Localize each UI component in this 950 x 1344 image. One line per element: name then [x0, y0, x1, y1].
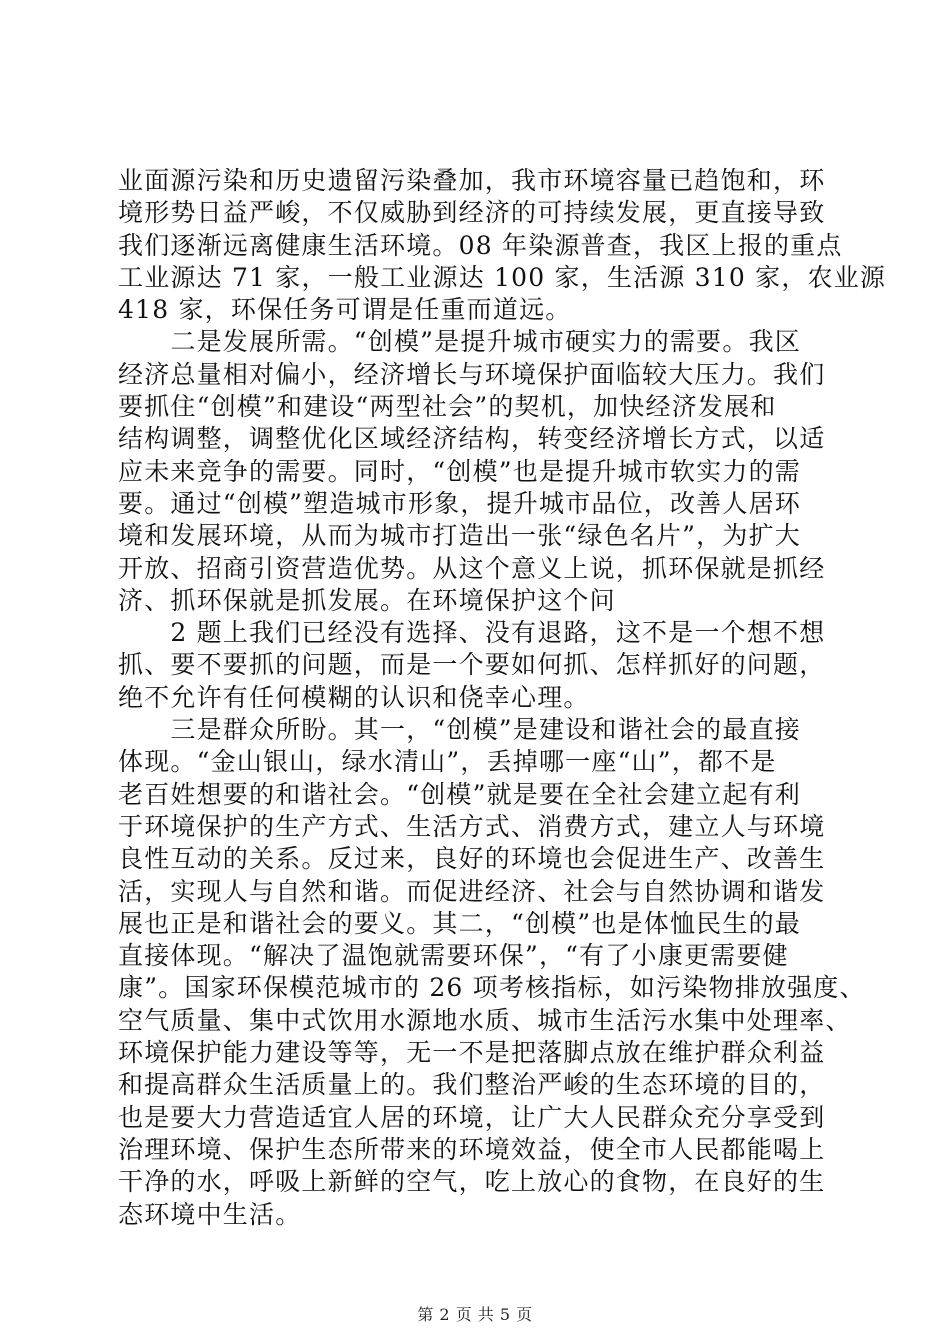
text-line: 二是发展所需。“创模”是提升城市硬实力的需要。我区 — [118, 327, 801, 357]
text-line: 418 家，环保任务可谓是任重而道远。 — [118, 295, 572, 325]
text-line: 和提高群众生活质量上的。我们整治严峻的生态环境的目的， — [118, 1070, 826, 1100]
text-line: 环境保护能力建设等等，无一不是把落脚点放在维护群众利益 — [118, 1038, 826, 1068]
text-line: 要抓住“创模”和建设“两型社会”的契机，加快经济发展和 — [118, 392, 777, 422]
text-line: 三是群众所盼。其一，“创模”是建设和谐社会的最直接 — [118, 715, 801, 745]
text-line: 境形势日益严峻，不仅威胁到经济的可持续发展，更直接导致 — [118, 198, 826, 228]
text-line: 直接体现。“解决了温饱就需要环保”，“有了小康更需要健 — [118, 941, 789, 971]
text-line: 良性互动的关系。反过来，良好的环境也会促进生产、改善生 — [118, 844, 826, 874]
text-line: 2 题上我们已经没有选择、没有退路，这不是一个想不想 — [118, 618, 826, 648]
text-line: 应未来竞争的需要。同时，“创模”也是提升城市软实力的需 — [118, 456, 801, 486]
text-line: 治理环境、保护生态所带来的环境效益，使全市人民都能喝上 — [118, 1134, 826, 1164]
text-line: 结构调整，调整优化区域经济结构，转变经济增长方式，以适 — [118, 424, 826, 454]
text-line: 体现。“金山银山，绿水清山”，丢掉哪一座“山”，都不是 — [118, 747, 777, 777]
text-line: 开放、招商引资营造优势。从这个意义上说，抓环保就是抓经 — [118, 553, 826, 583]
page-number-label: 第 2 页 共 5 页 — [417, 1305, 533, 1324]
text-line: 活，实现人与自然和谐。而促进经济、社会与自然协调和谐发 — [118, 876, 826, 906]
page-footer — [0, 1302, 950, 1325]
text-line: 我们逐渐远离健康生活环境。08 年染源普查，我区上报的重点 — [118, 230, 843, 260]
text-line: 工业源达 71 家，一般工业源达 100 家，生活源 310 家，农业源 — [118, 262, 887, 292]
text-line: 绝不允许有任何模糊的认识和侥幸心理。 — [118, 682, 590, 712]
text-line: 抓、要不要抓的问题，而是一个要如何抓、怎样抓好的问题， — [118, 650, 826, 680]
text-line: 康”。国家环保模范城市的 26 项考核指标，如污染物排放强度、 — [118, 973, 866, 1003]
text-line: 要。通过“创模”塑造城市形象，提升城市品位，改善人居环 — [118, 488, 801, 518]
text-line: 展也正是和谐社会的要义。其二，“创模”也是体恤民生的最 — [118, 908, 801, 938]
text-line: 境和发展环境，从而为城市打造出一张“绿色名片”，为扩大 — [118, 521, 801, 551]
text-line: 老百姓想要的和谐社会。“创模”就是要在全社会建立起有利 — [118, 779, 801, 809]
text-line: 经济总量相对偏小，经济增长与环境保护面临较大压力。我们 — [118, 359, 826, 389]
body-text — [118, 165, 887, 1231]
text-line: 业面源污染和历史遗留污染叠加，我市环境容量已趋饱和，环 — [118, 166, 826, 195]
text-line: 济、抓环保就是抓发展。在环境保护这个问 — [118, 585, 616, 615]
text-line: 干净的水，呼吸上新鲜的空气，吃上放心的食物，在良好的生 — [118, 1167, 826, 1197]
text-line: 空气质量、集中式饮用水源地水质、城市生活污水集中处理率、 — [118, 1005, 852, 1035]
text-line: 于环境保护的生产方式、生活方式、消费方式，建立人与环境 — [118, 811, 826, 841]
text-line: 也是要大力营造适宜人居的环境，让广大人民群众充分享受到 — [118, 1102, 826, 1132]
text-line: 态环境中生活。 — [118, 1199, 302, 1229]
